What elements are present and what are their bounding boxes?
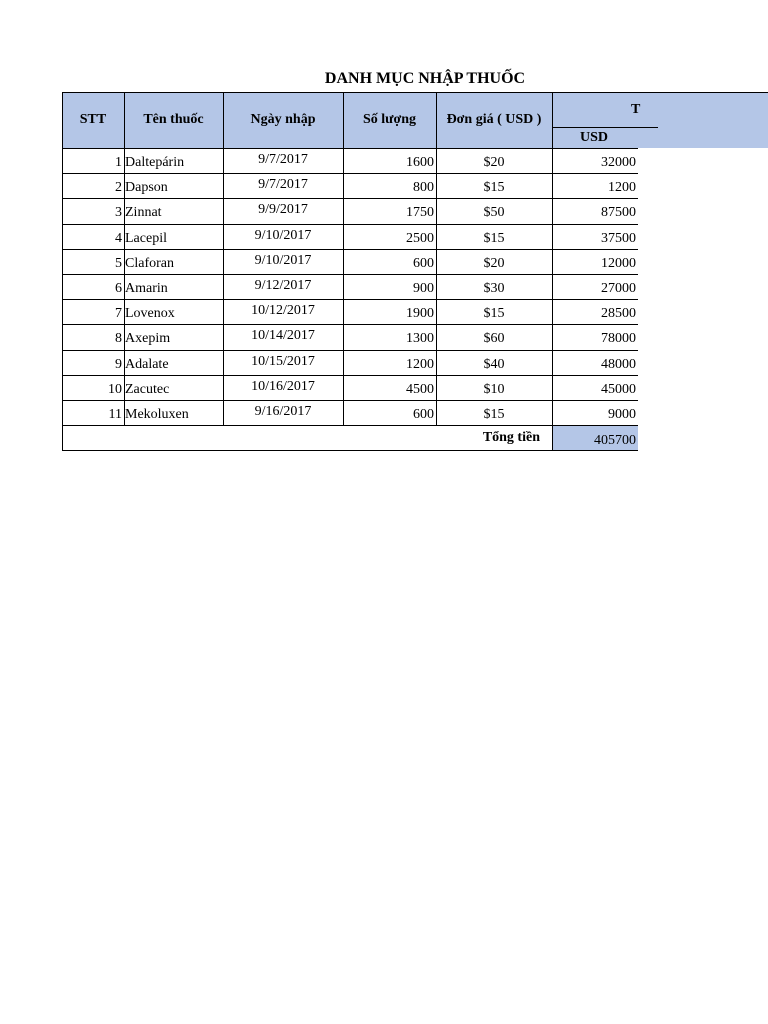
header-qty: Số lượng [343,92,436,148]
row-hline [62,350,638,351]
total-vline [552,425,553,450]
row-price: $40 [483,357,505,372]
sheet-title: DANH MỤC NHẬP THUỐC [324,70,526,87]
grid-vline [223,148,224,425]
header-price: Đơn giá ( USD ) [436,92,552,148]
row-hline [62,324,638,325]
row-stt: 8 [115,332,122,347]
row-date: 9/9/2017 [258,203,308,218]
row-date: 9/10/2017 [254,253,312,268]
total-label: Tổng tiền [482,431,540,446]
row-stt: 6 [115,282,122,296]
row-price: $20 [483,156,505,170]
row-date: 9/7/2017 [258,153,308,167]
grid-vline [124,148,125,425]
header-stt: STT [62,92,124,148]
row-usd: 9000 [608,408,636,422]
row-hline [62,249,638,250]
row-stt: 11 [108,408,122,422]
row-hline [62,224,638,225]
row-hline [62,274,638,275]
grid-vline [552,148,553,425]
row-usd: 78000 [601,332,636,347]
row-stt: 7 [115,307,122,322]
row-name: Zacutec [125,382,170,397]
row-date: 9/12/2017 [254,279,312,293]
row-stt: 9 [115,357,122,372]
header-date: Ngày nhập [223,92,343,148]
row-date: 9/16/2017 [254,405,312,419]
header-vline [552,92,553,148]
grid-vline [343,148,344,425]
row-qty: 1200 [406,357,434,372]
row-qty: 900 [413,282,434,296]
row-hline [62,400,638,401]
row-date: 10/14/2017 [251,329,315,344]
row-price: $10 [483,382,505,397]
total-value: 405700 [552,425,638,450]
row-stt: 5 [115,256,122,271]
row-qty: 2500 [406,231,434,246]
row-name: Lacepil [125,231,167,246]
row-hline [62,375,638,376]
row-usd: 32000 [601,156,636,170]
row-name: Claforan [125,256,174,271]
row-name: Amarin [125,282,168,296]
row-price: $30 [483,282,505,296]
row-stt: 10 [108,382,122,397]
row-usd: 48000 [601,357,636,372]
header-total-group: T [552,92,768,127]
row-hline [62,425,638,426]
header-vline [223,92,224,148]
header-vline [62,92,63,148]
header-bottom-line [62,148,638,149]
row-name: Mekoluxen [125,408,189,422]
grid-vline [436,148,437,425]
row-qty: 1900 [406,307,434,322]
row-price: $60 [483,332,505,347]
row-price: $15 [483,181,505,196]
row-qty: 800 [413,181,434,196]
row-date: 10/12/2017 [251,304,315,319]
row-name: Daltepárin [125,156,185,170]
row-usd: 1200 [608,181,636,196]
row-qty: 1300 [406,332,434,347]
row-price: $20 [483,256,505,271]
row-stt: 2 [115,181,122,196]
row-usd: 87500 [601,206,636,221]
row-date: 10/16/2017 [251,379,315,394]
row-date: 10/15/2017 [251,354,315,369]
total-vline [62,425,63,450]
table-bottom-line [62,450,638,451]
header-name: Tên thuốc [124,92,223,148]
row-qty: 1750 [406,206,434,221]
row-hline [62,299,638,300]
header-vline [343,92,344,148]
row-name: Adalate [125,357,169,372]
grid-vline [62,148,63,425]
row-stt: 1 [115,156,122,170]
row-qty: 600 [413,256,434,271]
row-stt: 4 [115,231,122,246]
usd-split-line [552,127,658,128]
row-qty: 1600 [406,156,434,170]
row-usd: 37500 [601,231,636,246]
row-date: 9/10/2017 [254,228,312,243]
header-vline [436,92,437,148]
row-usd: 28500 [601,307,636,322]
row-qty: 600 [413,408,434,422]
row-date: 9/7/2017 [258,178,308,193]
row-name: Dapson [125,181,168,196]
row-name: Axepim [125,332,171,347]
header-top-line [62,92,768,93]
row-price: $15 [483,408,505,422]
row-price: $15 [483,231,505,246]
row-name: Zinnat [125,206,162,221]
row-hline [62,173,638,174]
row-usd: 27000 [601,282,636,296]
row-usd: 12000 [601,256,636,271]
header-usd: USD [552,127,638,148]
row-stt: 3 [115,206,122,221]
row-price: $50 [483,206,505,221]
row-usd: 45000 [601,382,636,397]
row-name: Lovenox [125,307,175,322]
row-price: $15 [483,307,505,322]
row-qty: 4500 [406,382,434,397]
row-hline [62,198,638,199]
header-vline [124,92,125,148]
